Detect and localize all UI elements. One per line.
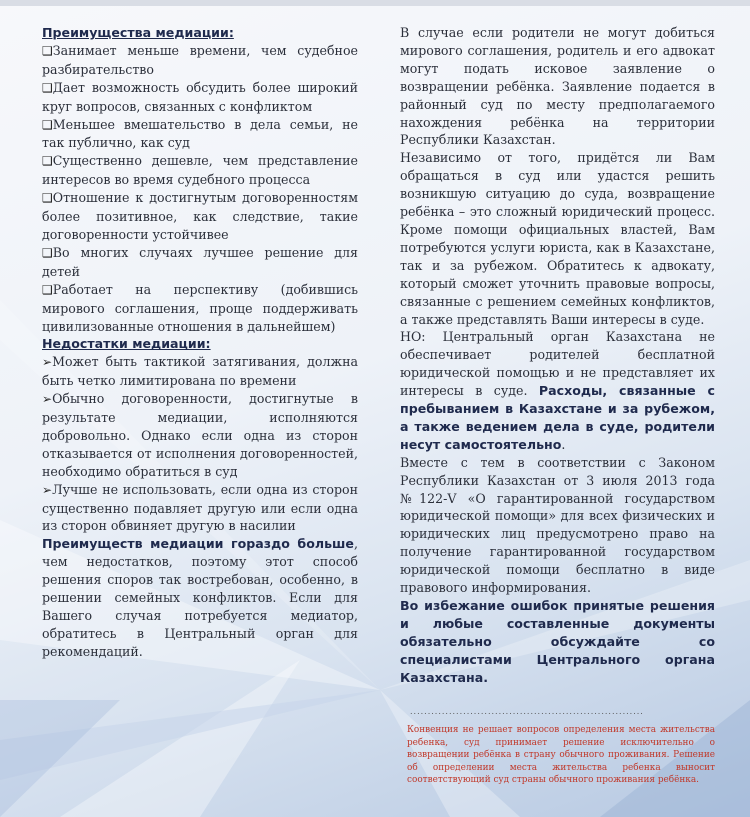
checkbox-bullet-icon: ❑	[42, 191, 53, 206]
list-item: ❑Отношение к достигнутым договоренностям более позитивное, как следствие, такие договоренности устойчивее	[42, 190, 358, 242]
checkbox-bullet-icon: ❑	[42, 245, 53, 260]
paragraph-central-authority: НО: Центральный орган Казахстана не обеспечивает родителей бесплатной юридической помощью и не представляет их интересы в суде. Расходы, связанные с пребыванием в Казахстане и за рубежом, а также ведением дела в суде, родители несут самостоятельно.	[400, 329, 716, 452]
list-item: ❑Меньшее вмешательство в дела семьи, не так публично, как суд	[42, 116, 358, 151]
arrow-bullet-icon: ➢	[42, 482, 53, 497]
list-item: ➢Лучше не использовать, если одна из сторон существенно подавляет другую или если одна из сторон обвиняет другую в насилии	[42, 481, 358, 534]
paragraph-court-claim: В случае если родители не могут добиться мирового соглашения, родитель и его адвокат могут подать исковое заявление о возвращении ребёнка. Заявление подается в районный суд по месту предполагаемого нахождения ребёнка на территории Республики Казахстан.	[400, 25, 715, 148]
list-item: ❑Существенно дешевле, чем представление интересов во время судебного процесса	[42, 153, 358, 188]
advantages-heading: Преимущества медиации:	[42, 25, 234, 40]
checkbox-bullet-icon: ❑	[42, 282, 53, 297]
list-item: ➢Может быть тактикой затягивания, должна быть четко лимитирована по времени	[42, 354, 358, 389]
checkbox-bullet-icon: ❑	[42, 117, 53, 132]
summary-paragraph: Преимуществ медиации гораздо больше, чем недостатков, поэтому этот способ решения споров так востребован, особенно, в решении семейных конфликтов. Если для Вашего случая потребуется медиатор, обратитесь в Центральный орган для рекомендаций.	[42, 536, 358, 659]
advantages-list	[42, 42, 358, 336]
list-item: ❑Во многих случаях лучшее решение для детей	[42, 244, 358, 279]
arrow-bullet-icon: ➢	[42, 355, 53, 370]
list-item: ❑Дает возможность обсудить более широкий круг вопросов, связанных с конфликтом	[42, 79, 358, 114]
disadvantages-list	[42, 353, 358, 535]
list-item: ❑Работает на перспективу (добившись мирового соглашения, проще поддерживать цивилизованные отношения в дальнейшем)	[42, 281, 358, 334]
left-column	[42, 24, 358, 661]
disadvantages-heading: Недостатки медиации:	[42, 336, 211, 352]
paragraph-warning: Во избежание ошибок принятые решения и любые составленные документы обязательно обсуждайте со специалистами Центрального органа Казахстана.	[400, 598, 715, 685]
list-item: ➢Обычно договоренности, достигнутые в результате медиации, исполняются добровольно. Однако если одна из сторон отказывается от исполнения договоренностей, необходимо обратиться в суд	[42, 391, 358, 479]
checkbox-bullet-icon: ❑	[42, 80, 53, 95]
paragraph-legal-process: Независимо от того, придётся ли Вам обращаться в суд или удастся решить возникшую ситуацию до суда, возвращение ребёнка – это сложный юридический процесс. Кроме помощи официальных властей, Вам потребуются услуги юриста, как в Казахстане, так и за рубежом. Обратитесь к адвокату, который сможет уточнить правовые вопросы, связанные с решением семейных конфликтов, а также представлять Ваши интересы в суде.	[400, 150, 715, 327]
checkbox-bullet-icon: ❑	[42, 43, 53, 58]
paragraph-law-reference: Вместе с тем в соответствии с Законом Республики Казахстан от 3 июля 2013 года №122-V «О гарантированной государством юридической помощи» для всех физических и юридических лиц предусмотрено право на получение гарантированной государством юридической помощи бесплатно в виде правового информирования.	[400, 454, 715, 596]
arrow-bullet-icon: ➢	[42, 392, 53, 407]
top-frame	[0, 0, 750, 6]
footnote-divider: ..................................................................	[410, 706, 644, 716]
list-item: ❑Занимает меньше времени, чем судебное разбирательство	[42, 42, 358, 77]
right-column	[400, 24, 715, 795]
footnote-text: Конвенция не решает вопросов определения места жительства ребенка, суд принимает решение исключительно о возвращении ребёнка в страну обычного проживания. Решение об определении места жительства ребенка выносит соответствующий суд страны обычного проживания ребёнка.	[407, 725, 715, 786]
checkbox-bullet-icon: ❑	[42, 154, 53, 169]
